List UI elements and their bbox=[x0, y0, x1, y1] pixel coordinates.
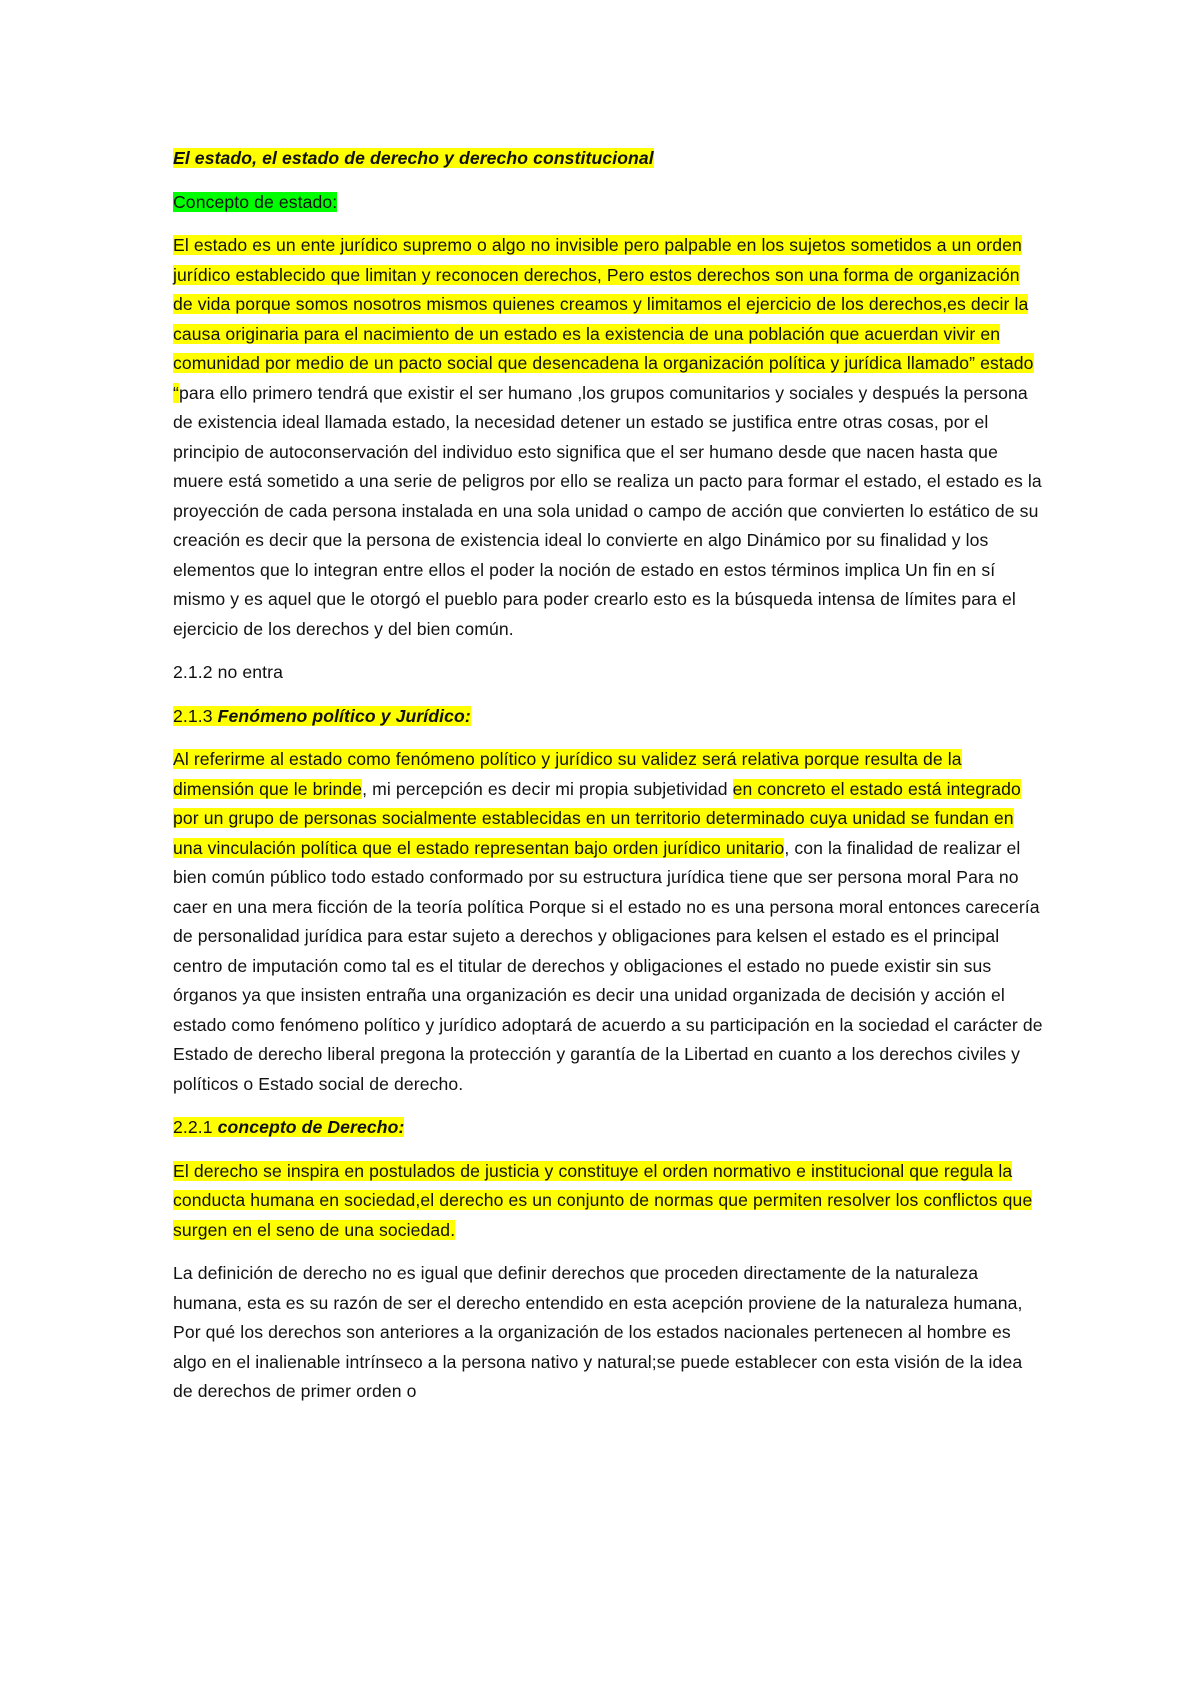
section-2-1-2-text: 2.1.2 no entra bbox=[173, 662, 283, 682]
section-2-1-3-title: Fenómeno político y Jurídico: bbox=[217, 705, 471, 726]
paragraph-2-plain-a: , mi percepción es decir mi propia subjetividad bbox=[362, 778, 733, 799]
section-2-1-3-number: 2.1.3 bbox=[173, 705, 213, 726]
document-title bbox=[173, 144, 1043, 174]
section-2-1-2 bbox=[173, 658, 1043, 688]
paragraph-definition-of-law bbox=[173, 1259, 1043, 1407]
concept-heading bbox=[173, 188, 1043, 218]
section-2-2-1-heading bbox=[173, 1113, 1043, 1143]
paragraph-4-text: La definición de derecho no es igual que definir derechos que proceden directamente de la naturaleza humana, esta es su razón de ser el derecho entendido en esta acepción proviene de la naturaleza humana, Por qué los derechos son anteriores a la organización de los estados nacionales pertenecen al hombre es algo en el inalienable intrínseco a la persona nativo y natural;se puede establecer con esta visión de la idea de derechos de primer orden o bbox=[173, 1263, 1023, 1401]
paragraph-concept-of-state bbox=[173, 231, 1043, 644]
paragraph-2-rest: , con la finalidad de realizar el bien común público todo estado conformado por su estructura jurídica tiene que ser persona moral Para no caer en una mera ficción de la teoría política Porque si el estado no es una persona moral entonces carecería de personalidad jurídica para estar sujeto a derechos y obligaciones para kelsen el estado es el principal centro de imputación como tal es el titular de derechos y obligaciones el estado no puede existir sin sus órganos ya que insisten entraña una organización es decir una unidad organizada de decisión y acción el estado como fenómeno político y jurídico adoptará de acuerdo a su participación en la sociedad el carácter de Estado de derecho liberal pregona la protección y garantía de la Libertad en cuanto a los derechos civiles y políticos o Estado social de derecho. bbox=[173, 837, 1043, 1094]
section-2-1-3-heading bbox=[173, 702, 1043, 732]
paragraph-2-highlight-b: en concreto el estado está integrado por un grupo de personas socialmente establecidas en un territorio determinado cuya unidad se fundan en una vinculación política que el estado representan bajo orden jurídico unitario bbox=[173, 778, 1021, 858]
paragraph-2-highlight-a: Al referirme al estado como fenómeno político y jurídico su validez será relativa porque resulta de la dimensión que le brinde bbox=[173, 749, 962, 799]
paragraph-1-rest: para ello primero tendrá que existir el ser humano ,los grupos comunitarios y sociales y después la persona de existencia ideal llamada estado, la necesidad detener un estado se justifica entre otras cosas, por el principio de autoconservación del individuo esto significa que el ser humano desde que nacen hasta que muere está sometido a una serie de peligros por ello se realiza un pacto para formar el estado, el estado es la proyección de cada persona instalada en una sola unidad o campo de acción que convierten lo estático de su creación es decir que la persona de existencia ideal lo convierte en algo Dinámico por su finalidad y los elementos que lo integran entre ellos el poder la noción de estado en estos términos implica Un fin en sí mismo y es aquel que le otorgó el pueblo para poder crearlo esto es la búsqueda intensa de límites para el ejercicio de los derechos y del bien común. bbox=[173, 382, 1042, 639]
document-body bbox=[173, 144, 1043, 1421]
paragraph-political-legal bbox=[173, 745, 1043, 1099]
paragraph-3-highlight: El derecho se inspira en postulados de justicia y constituye el orden normativo e institucional que regula la conducta humana en sociedad,el derecho es un conjunto de normas que permiten resolver los conflictos que surgen en el seno de una sociedad. bbox=[173, 1160, 1033, 1240]
paragraph-concept-of-law bbox=[173, 1157, 1043, 1246]
section-2-2-1-number: 2.2.1 bbox=[173, 1117, 213, 1137]
paragraph-1-highlight: El estado es un ente jurídico supremo o algo no invisible pero palpable en los sujetos sometidos a un orden jurídico establecido que limitan y reconocen derechos, Pero estos derechos son una forma de organización de vida porque somos nosotros mismos quienes creamos y limitamos el ejercicio de los derechos,es decir la causa originaria para el nacimiento de un estado es la existencia de una población que acuerdan vivir en comunidad por medio de un pacto social que desencadena la organización política y jurídica llamado” estado “ bbox=[173, 235, 1034, 403]
section-2-2-1-title: concepto de Derecho: bbox=[217, 1117, 405, 1137]
document-title-text: El estado, el estado de derecho y derecho constitucional bbox=[173, 148, 654, 168]
concept-heading-text: Concepto de estado: bbox=[173, 191, 338, 212]
